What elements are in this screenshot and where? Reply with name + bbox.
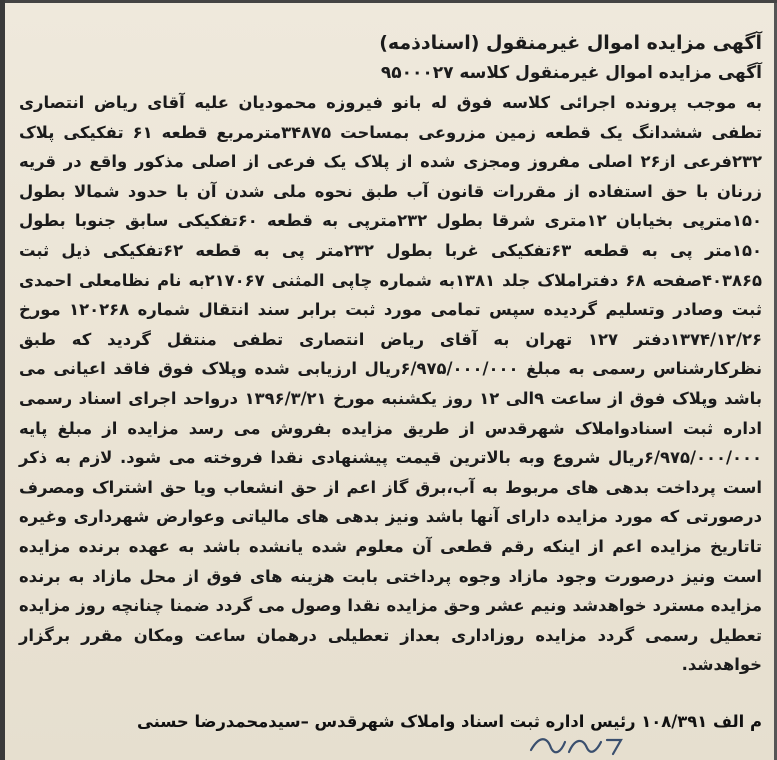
top-border	[5, 0, 777, 3]
handwritten-mark-icon	[525, 726, 635, 760]
notice-signature: م الف ۱۰۸/۳۹۱ رئیس اداره ثبت اسناد واملاک شهرقدس –سیدمحمدرضا حسنی	[136, 712, 762, 731]
notice-title: آگهی مزایده اموال غیرمنقول (اسنادذمه)	[379, 32, 762, 54]
auction-notice	[19, 28, 762, 680]
notice-subtitle: آگهی مزایده اموال غیرمنقول کلاسه ۹۵۰۰۰۲۷	[380, 63, 762, 83]
notice-body: به موجب پرونده اجرائی کلاسه فوق له بانو فیروزه محمودیان علیه آقای ریاض انتصاری تطفی ششدانگ یک قطعه زمین مزروعی بمساحت ۳۴۸۷۵مترمربع قطعه ۶۱ تفکیکی پلاک ۲۳۲فرعی از۲۶ اصلی مفروز ومجزی شده از پلاک یک فرعی از اصلی مذکور واقع در قریه زرنان با حق استفاده از مقررات قانون آب طبق نحوه ملی شدن آن با حدود شمالا بطول ۱۵۰مترپی بخیابان ۱۲متری شرقا بطول ۲۳۲مترپی به قطعه ۶۰تفکیکی سابق جنوبا بطول ۱۵۰متر پی به قطعه ۶۳تفکیکی غربا بطول ۲۳۲متر پی به قطعه ۶۲تفکیکی ذیل ثبت ۴۰۳۸۶۵صفحه ۶۸ دفتراملاک جلد ۱۳۸۱به شماره چاپی المثنی ۲۱۷۰۶۷به نام نظامعلی احمدی ثبت وصادر وتسلیم گردیده سپس تمامی مورد ثبت برابر سند انتقال شماره ۱۲۰۲۶۸ مورخ ۱۳۷۴/۱۲/۲۶دفتر ۱۲۷ تهران به آقای ریاض انتصاری تطفی منتقل گردید که طبق نظرکارشناس رسمی به مبلغ ۶/۹۷۵/۰۰۰/۰۰۰ریال ارزیابی شده وپلاک فوق فاقد اعیانی می باشد وپلاک فوق از ساعت ۹الی ۱۲ روز یکشنبه مورخ ۱۳۹۶/۳/۲۱ درواحد اجرای اسناد رسمی اداره ثبت اسنادواملاک شهرقدس از طریق مزایده بفروش می رسد مزایده از مبلغ پایه ۶/۹۷۵/۰۰۰/۰۰۰ریال شروع وبه بالاترین قیمت پیشنهادی نقدا فروخته می شود. لازم به ذکر است پرداخت بدهی های مربوط به آب،برق گاز اعم از حق انشعاب ویا حق اشتراک ومصرف درصورتی که مورد مزایده دارای آنها باشد ونیز بدهی های مالیاتی وعوارض شهرداری وغیره تاتاریخ مزایده اعم از اینکه رقم قطعی آن معلوم شده یانشده باشد به عهده برنده مزایده است ونیز درصورت وجود مازاد وجوه پرداختی بابت هزینه های فوق از محل مازاد به برنده مزایده مسترد خواهدشد ونیم عشر وحق مزایده نقدا وصول می گردد ضمنا چنانچه روز مزایده تعطیل رسمی گردد مزایده روزاداری بعداز تعطیلی درهمان ساعت ومکان مقرر برگزار خواهدشد.	[19, 93, 763, 675]
